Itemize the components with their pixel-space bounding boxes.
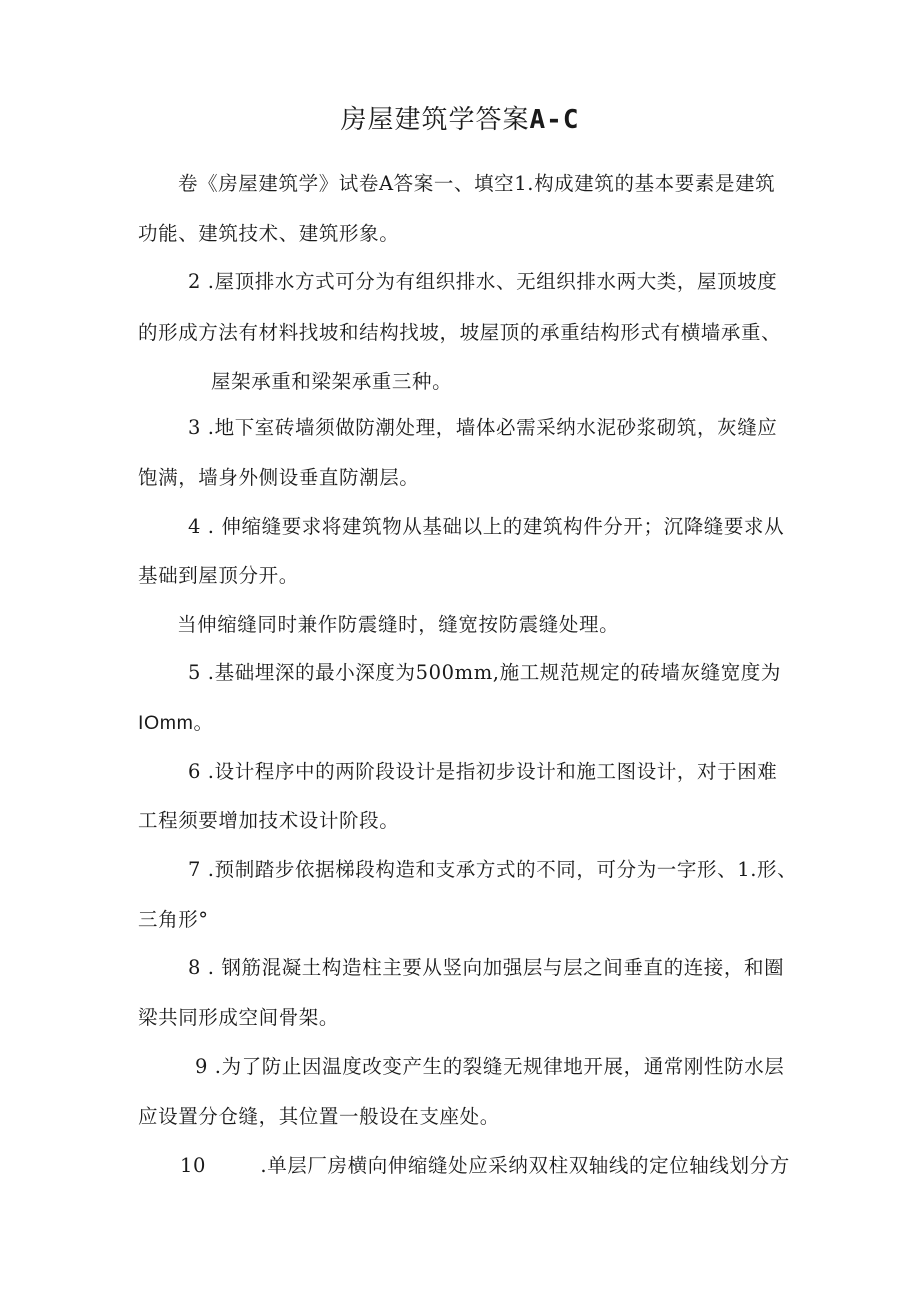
item-8-line-2: 梁共同形成空间骨架。 — [138, 1006, 340, 1029]
paragraph-intro-line-2: 功能、建筑技术、建筑形象。 — [138, 222, 400, 245]
item-4-line-3: 当伸缩缝同时兼作防震缝时，缝宽按防震缝处理。 — [177, 613, 620, 636]
item-6-line-2: 工程须要增加技术设计阶段。 — [138, 809, 400, 832]
item-10-line-1: 10 .单层厂房横向伸缩缝处应采纳双柱双轴线的定位轴线划分方 — [180, 1154, 790, 1177]
item-3-line-2: 饱满，墙身外侧设垂直防潮层。 — [138, 466, 420, 489]
item-8-line-1: 8 . 钢筋混凝土构造柱主要从竖向加强层与层之间垂直的连接，和圈 — [188, 956, 785, 979]
item-9-line-1: 9 .为了防止因温度改变产生的裂缝无规律地开展，通常刚性防水层 — [195, 1055, 785, 1078]
item-2-line-3: 屋架承重和梁架承重三种。 — [211, 370, 453, 393]
document-title — [0, 100, 920, 140]
item-5-line-2: IOmm。 — [138, 712, 214, 734]
paragraph-intro-line-1: 卷《房屋建筑学》试卷A答案一、填空1.构成建筑的基本要素是建筑 — [178, 172, 776, 195]
item-2-line-2: 的形成方法有材料找坡和结构找坡，坡屋顶的承重结构形式有横墙承重、 — [138, 321, 782, 344]
item-6-line-1: 6 .设计程序中的两阶段设计是指初步设计和施工图设计，对于困难 — [188, 760, 778, 783]
item-7-line-1: 7 .预制踏步依据梯段构造和支承方式的不同，可分为一字形、1.形、 — [188, 858, 798, 881]
item-4-line-1: 4 . 伸缩缝要求将建筑物从基础以上的建筑构件分开；沉降缝要求从 — [188, 515, 785, 538]
item-4-line-2: 基础到屋顶分开。 — [138, 564, 299, 587]
item-7-line-2: 三角形° — [138, 908, 209, 931]
item-5-line-1: 5 .基础埋深的最小深度为500mm,施工规范规定的砖墙灰缝宽度为 — [188, 661, 782, 684]
item-2-line-1: 2 .屋顶排水方式可分为有组织排水、无组织排水两大类，屋顶坡度 — [188, 270, 778, 293]
item-9-line-2: 应设置分仓缝，其位置一般设在支座处。 — [138, 1105, 500, 1128]
title-main: 房屋建筑学答案 — [340, 105, 530, 135]
title-suffix: A-C — [529, 105, 580, 135]
item-3-line-1: 3 .地下室砖墙须做防潮处理，墙体必需采纳水泥砂浆砌筑，灰缝应 — [188, 416, 778, 439]
